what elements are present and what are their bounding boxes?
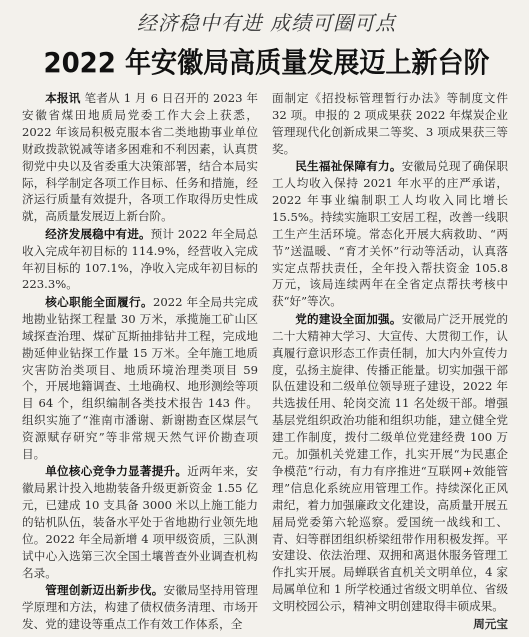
column-left — [22, 90, 258, 632]
paragraph-party-building — [272, 311, 508, 615]
section-lead: 经济发展稳中有进。 — [45, 226, 151, 241]
paragraph-management — [22, 582, 258, 633]
paragraph-intro — [22, 90, 258, 225]
paragraph-text: 安徽局兑现了确保职工人均收入保持 2021 年水平的庄严承诺，2022 年事业编制职工人均收入同比增长 15.5%。持续实施职工安居工程，改善一线职工生产生活环境。常态化开展大病救助、“两节”送温暖、“育才关怀”行动等活动，认真落实定点帮扶责任，全年投入帮扶资金 105.8 万元，该局连续两年在全省定点帮扶考核中获“好”等次。 — [272, 159, 508, 309]
paragraph-competitiveness — [22, 463, 258, 581]
paragraph-core-functions — [22, 294, 258, 463]
headline: 2022 年安徽局高质量发展迈上新台阶 — [43, 46, 490, 79]
paragraph-welfare — [272, 158, 508, 310]
section-lead: 单位核心竞争力显著提升。 — [45, 464, 188, 479]
paragraph-text: 安徽局坚持用管理学原理和方法，构建了债权债务清理、市场开发、党的建设等重点工作有效工作体系，全 — [22, 583, 258, 632]
section-lead: 管理创新迈出新步伐。 — [45, 583, 164, 598]
section-lead: 核心职能全面履行。 — [45, 294, 153, 309]
dateline: 本报讯 — [45, 91, 81, 105]
paragraph-text: 2022 年全局共完成地勘业钻探工程量 30 万米，承揽施工矿山区域探查治理、煤矿瓦斯抽排钻井工程，完成地勘延伸业钻探工作量 15 万米。全年施工地质灾害防治类项目、地质环境治理类项目 59 个，开展地籍调查、土地确权、地形测绘等项目 64 个，组织编制各类技术报告 143 件。组织实施了“淮南市潘谢、新谢勘查区煤层气资源赋存研究”等非常规天然气评价勘查项目。 — [22, 294, 258, 462]
paragraph-text: 预计 2022 年全局总收入完成年初目标的 114.9%，经营收入完成年初目标的 107.1%，净收入完成年初目标的 223.3%。 — [22, 226, 258, 292]
author-byline: 周元宝 — [473, 617, 508, 632]
section-lead: 民生福祉保障有力。 — [295, 159, 402, 174]
column-right — [272, 90, 508, 632]
paragraph-text: 笔者从 1 月 6 日召开的 2023 年安徽省煤田地质局党委工作大会上获悉，2022 年该局积极克服本省二类地勘事业单位财政拨款锐减等诸多困难和不利因素，认真贯彻党中央以及省委重大决策部署，结合本局实际，科学制定各项工作目标、任务和措施，经济运行质量有效提升，各项工作取得历史性成就，高质量发展迈上新台阶。 — [22, 91, 258, 224]
paragraph-text: 安徽局广泛开展党的二十大精神大学习、大宣传、大贯彻工作，认真履行意识形态工作责任制，加大内外宣传力度，弘扬主旋律、传播正能量。切实加强干部队伍建设和二级单位领导班子建设，2022 年共选拔任用、轮岗交流 11 名处级干部。增强基层党组织政治功能和组织功能，建立健全党建工作制度，拨付二级单位党建经费 100 万元。加强机关党建工作，扎实开展“为民惠企争模范”行动，有力有序推进“互联网+效能管理”信息化系统应用管理工作。持续深化正风肃纪，着力加强廉政文化建设，高质量开展五届局党委第六轮巡察。爱国统一战线和工、青、妇等群团组织桥梁纽带作用积极发挥。平安建设、依法治理、双拥和离退休服务管理工作扎实开展。局蝉联省直机关文明单位，4 家局属单位和 1 所学校通过省级文明单位、省级文明校园公示，精神文明创建取得丰硕成果。 — [272, 311, 508, 614]
subheadline: 经济稳中有进 成绩可圈可点 — [136, 11, 397, 35]
paragraph-text: 面制定《招投标管理暂行办法》等制度文件 32 项。申报的 2 项成果获 2022 年煤炭企业管理现代化创新成果二等奖、3 项成果获三等奖。 — [272, 91, 508, 156]
paragraph-continued — [272, 90, 508, 158]
section-lead: 党的建设全面加强。 — [295, 311, 402, 326]
paragraph-economy — [22, 226, 258, 294]
article-body — [22, 90, 511, 632]
paragraph-text: 近两年来，安徽局累计投入地勘装备升级更新资金 1.55 亿元，已建成 10 支具备 3000 米以上施工能力的钻机队伍，装备水平处于省地勘行业领先地位。2022 年全局新增 4 项甲级资质，三队测试中心入选第三次全国土壤普查外业调查机构名录。 — [22, 464, 258, 580]
